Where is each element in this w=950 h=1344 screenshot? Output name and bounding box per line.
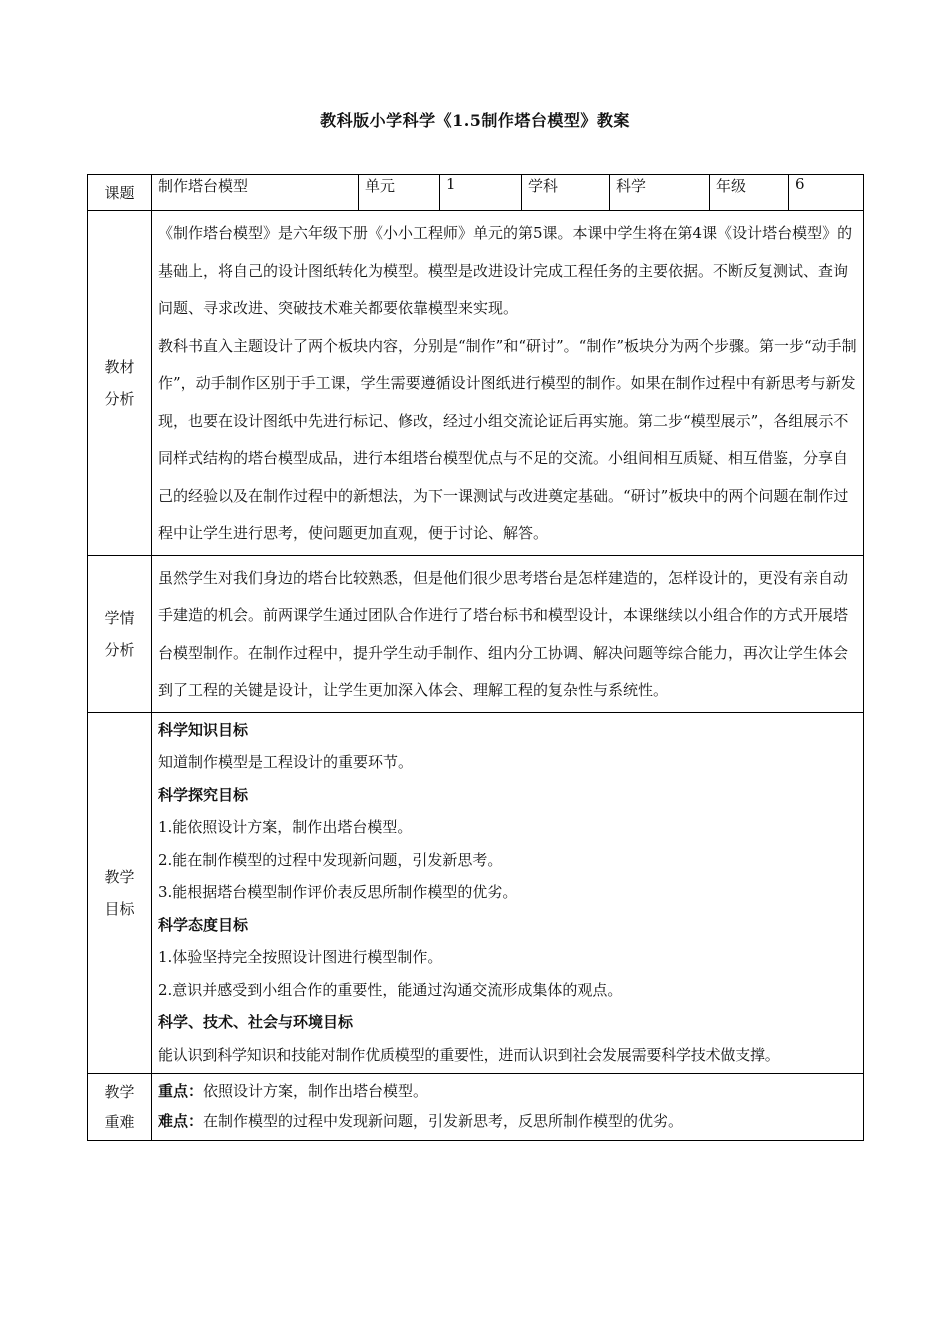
subject-value: 科学 [610,175,710,211]
unit-value: 1 [440,175,522,211]
textbook-analysis-content [152,211,864,556]
difficulty-label: 难点： [158,1112,204,1130]
difficulty-text: 在制作模型的过程中发现新问题，引发新思考，反思所制作模型的优劣。 [203,1112,684,1130]
stse-goal-item: 能认识到科学知识和技能对制作优质模型的重要性，进而认识到社会发展需要科学技术做支撑。 [158,1045,780,1064]
focus-label: 重点： [158,1082,204,1100]
teaching-goals-label: 教学 目标 [88,712,152,1074]
key-points-row [88,1074,864,1141]
learner-analysis-content [152,555,864,712]
page-title: 教科版小学科学《1.5制作塔台模型》教案 [320,111,630,130]
topic-value: 制作塔台模型 [152,175,359,211]
attitude-goal-heading: 科学态度目标 [158,915,249,934]
stse-goal-heading: 科学、技术、社会与环境目标 [158,1013,354,1031]
key-points-content [152,1074,864,1141]
header-row [88,175,864,211]
learner-paragraph: 虽然学生对我们身边的塔台比较熟悉，但是他们很少思考塔台是怎样建造的，怎样设计的，更没有亲自动手建造的机会。前两课学生通过团队合作进行了塔台标书和模型设计，本课继续以小组合作的方式开展塔台模型制作。在制作过程中，提升学生动手制作、组内分工协调、解决问题等综合能力，再次让学生体会到了工程的关键是设计，让学生更加深入体会、理解工程的复杂性与系统性。 [158,568,849,699]
inquiry-goal-item: 3.能根据塔台模型制作评价表反思所制作模型的优劣。 [158,883,518,901]
knowledge-goal-heading: 科学知识目标 [158,720,249,739]
grade-label: 年级 [710,175,789,211]
focus-line [158,1076,857,1106]
topic-label: 课题 [88,175,152,211]
textbook-analysis-label: 教材 分析 [88,211,152,556]
key-points-label: 教学 重难 [88,1074,152,1141]
inquiry-goal-item: 2.能在制作模型的过程中发现新问题，引发新思考。 [158,850,503,869]
attitude-goal-item: 1.体验坚持完全按照设计图进行模型制作。 [158,948,443,966]
learner-analysis-row [88,555,864,712]
unit-label: 单元 [359,175,440,211]
knowledge-goal-item: 知道制作模型是工程设计的重要环节。 [158,753,414,771]
textbook-analysis-row [88,211,864,556]
attitude-goal-item: 2.意识并感受到小组合作的重要性，能通过沟通交流形成集体的观点。 [158,980,623,999]
grade-value: 6 [789,175,864,211]
inquiry-goal-heading: 科学探究目标 [158,785,249,804]
lesson-plan-table [87,174,864,1141]
textbook-paragraph-2: 教科书直入主题设计了两个板块内容，分别是“制作”和“研讨”。“制作”板块分为两个步骤。第一步“动手制作”，动手制作区别于手工课，学生需要遵循设计图纸进行模型的制作。如果在制作过程中有新思考与新发现，也要在设计图纸中先进行标记、修改，经过小组交流论证后再实施。第二步“模型展示”，各组展示不同样式结构的塔台模型成品，进行本组塔台模型优点与不足的交流。小组间相互质疑、相互借鉴，分享自己的经验以及在制作过程中的新想法，为下一课测试与改进奠定基础。“研讨”板块中的两个问题在制作过程中让学生进行思考，使问题更加直观，便于讨论、解答。 [158,336,857,542]
learner-analysis-label: 学情 分析 [88,555,152,712]
teaching-goals-content [152,712,864,1074]
focus-text: 依照设计方案，制作出塔台模型。 [203,1082,429,1100]
teaching-goals-row [88,712,864,1074]
textbook-paragraph-1: 《制作塔台模型》是六年级下册《小小工程师》单元的第5课。本课中学生将在第4课《设计塔台模型》的基础上，将自己的设计图纸转化为模型。模型是改进设计完成工程任务的主要依据。不断反复测试、查询问题、寻求改进、突破技术难关都要依靠模型来实现。 [158,224,853,317]
inquiry-goal-item: 1.能依照设计方案，制作出塔台模型。 [158,818,413,836]
subject-label: 学科 [522,175,610,211]
difficulty-line [158,1106,857,1136]
